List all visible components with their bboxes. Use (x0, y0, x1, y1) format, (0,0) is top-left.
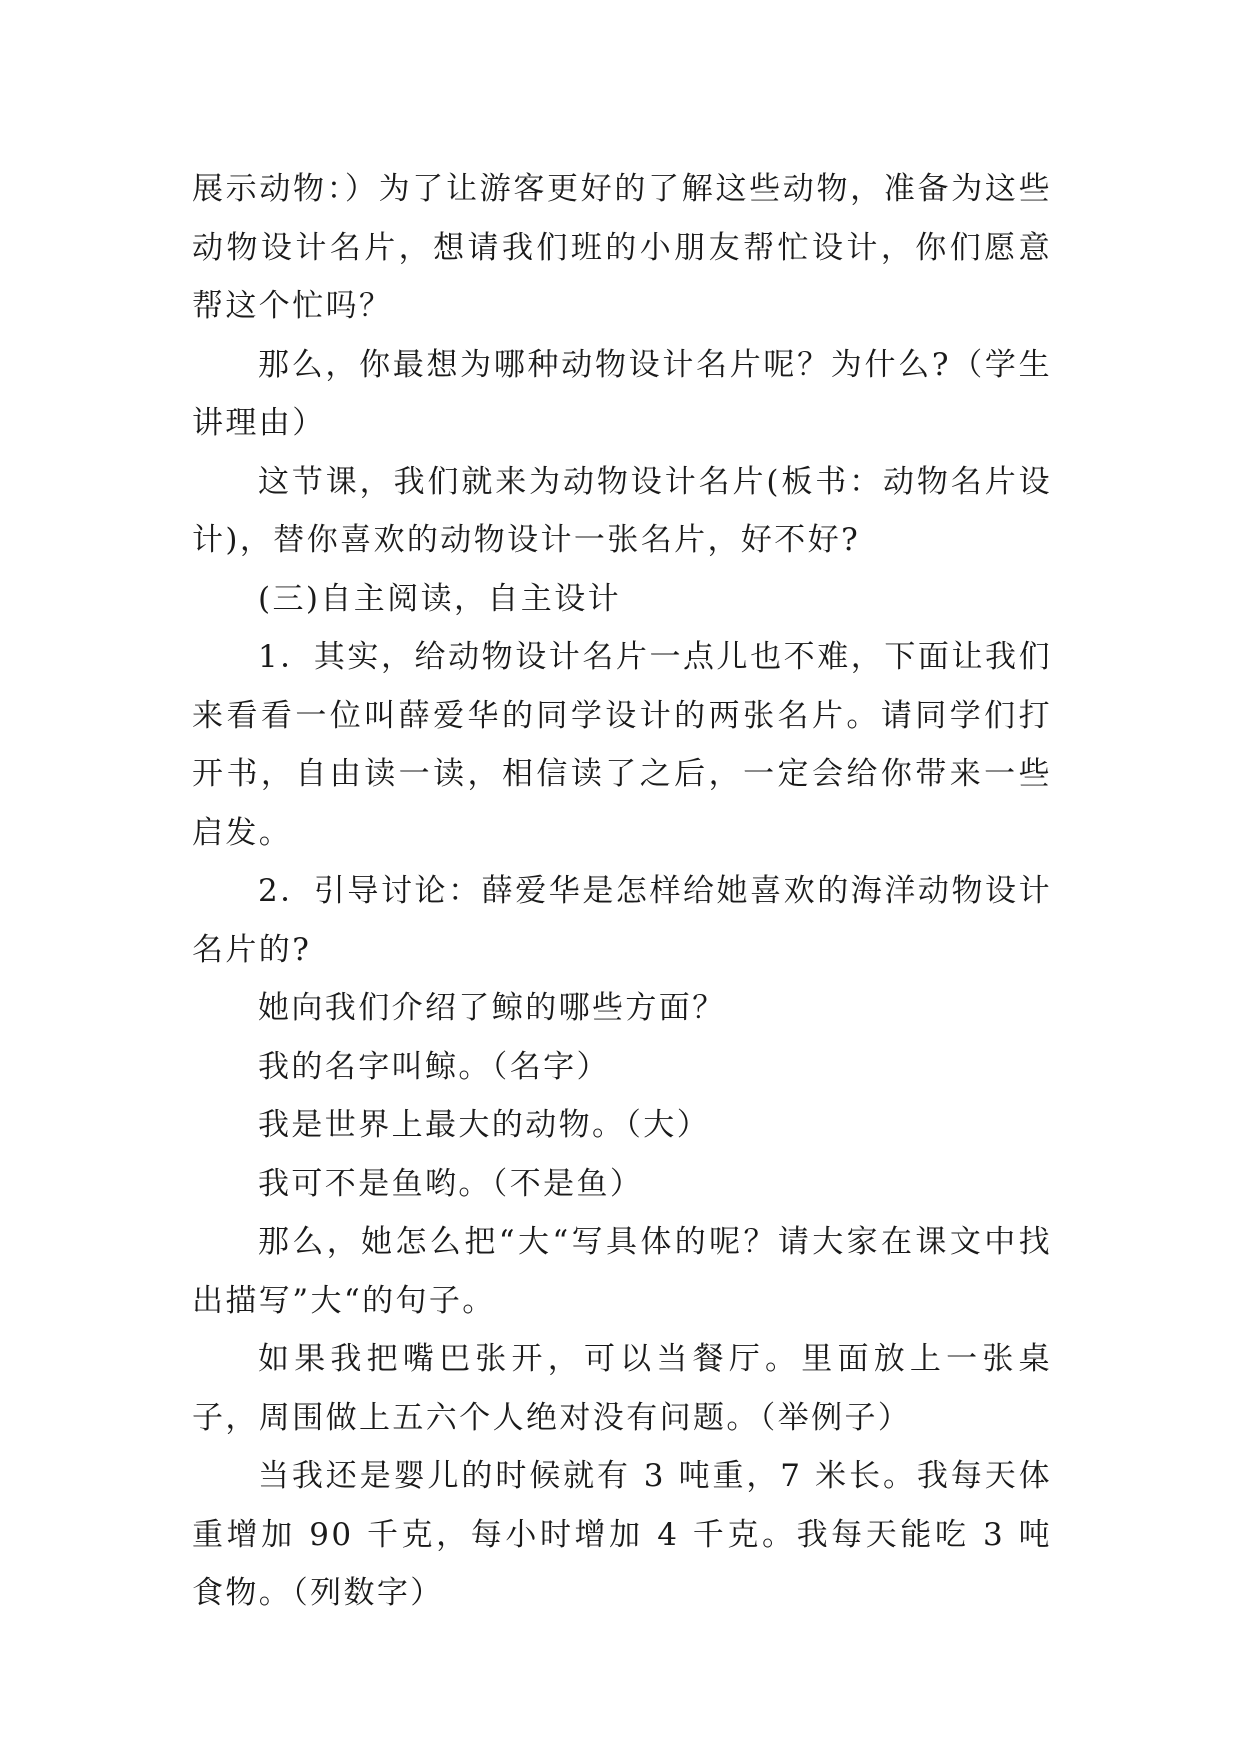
paragraph-9: 我是世界上最大的动物。（大） (258, 1107, 711, 1143)
paragraph-12: 如果我把嘴巴张开，可以当餐厅。里面放上一张桌子，周围做上五六个人绝对没有问题。（举例子） (192, 1341, 1052, 1436)
section-heading: (三)自主阅读，自主设计 (258, 580, 621, 617)
paragraph-8: 我的名字叫鲸。（名字） (258, 1048, 610, 1085)
document-body (192, 160, 1052, 1623)
paragraph-2: 那么，你最想为哪种动物设计名片呢？为什么?（学生讲理由） (192, 346, 1052, 441)
paragraph-13: 当我还是婴儿的时候就有 3 吨重，7 米长。我每天体重增加 90 千克，每小时增加 4 千克。我每天能吃 3 吨食物。（列数字） (192, 1458, 1052, 1611)
paragraph-11: 那么，她怎么把“大“写具体的呢？请大家在课文中找出描写”大“的句子。 (192, 1224, 1052, 1319)
paragraph-10: 我可不是鱼哟。（不是鱼） (258, 1165, 644, 1202)
paragraph-7: 她向我们介绍了鲸的哪些方面？ (258, 990, 726, 1026)
paragraph-1: 展示动物：）为了让游客更好的了解这些动物，准备为这些动物设计名片，想请我们班的小朋友帮忙设计，你们愿意帮这个忙吗？ (192, 171, 1052, 324)
paragraph-5: 1．其实，给动物设计名片一点儿也不难，下面让我们来看看一位叫薛爱华的同学设计的两张名片。请同学们打开书，自由读一读，相信读了之后，一定会给你带来一些启发。 (192, 639, 1052, 851)
paragraph-3: 这节课，我们就来为动物设计名片(板书：动物名片设计)，替你喜欢的动物设计一张名片，好不好? (192, 463, 1052, 558)
paragraph-6: 2．引导讨论：薛爱华是怎样给她喜欢的海洋动物设计名片的? (192, 873, 1052, 968)
